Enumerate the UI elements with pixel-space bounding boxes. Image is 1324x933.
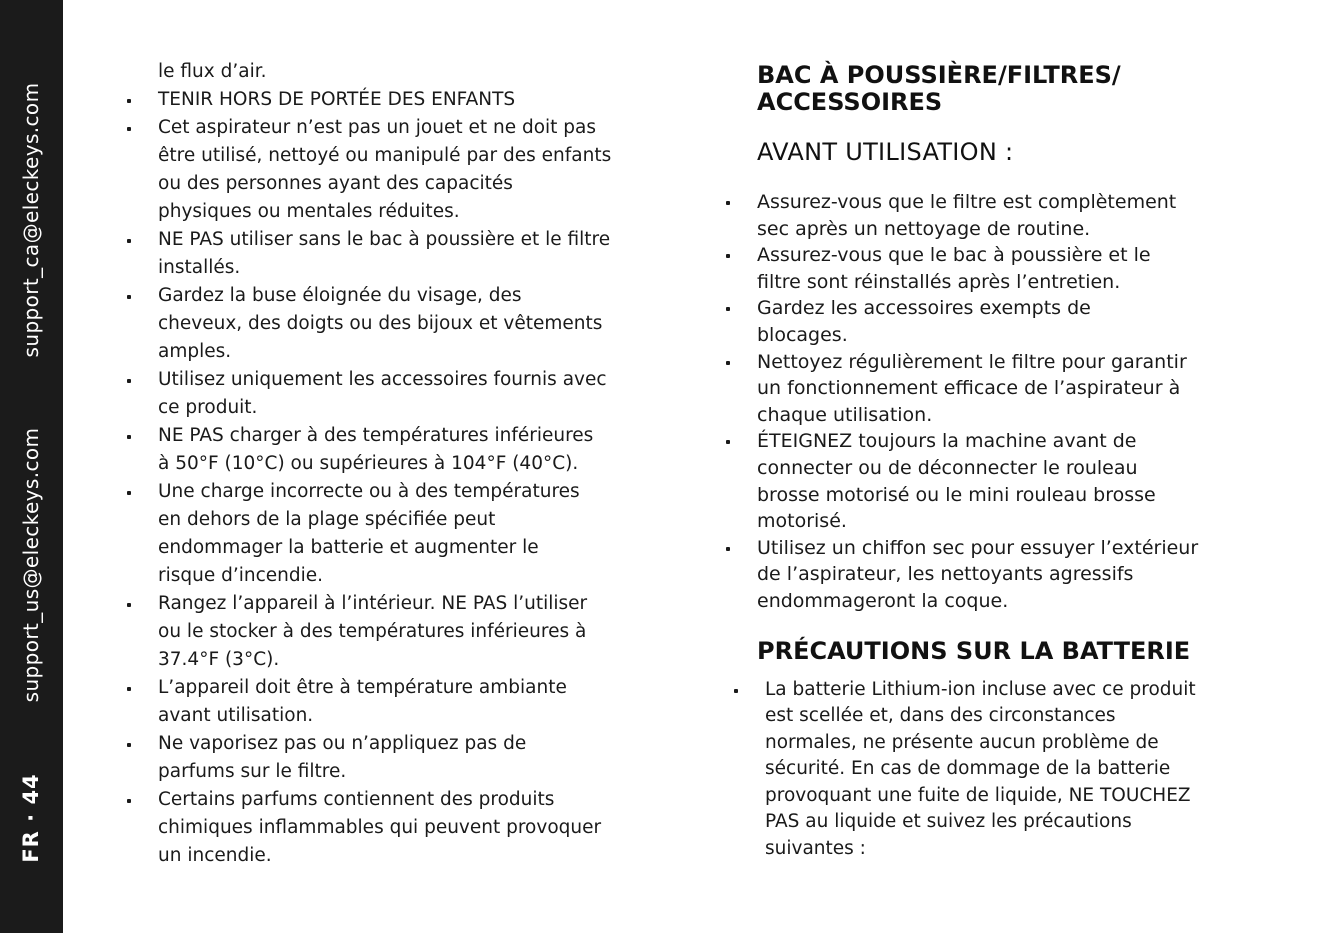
list-item-line: La batterie Lithium-ion incluse avec ce produit	[765, 678, 1196, 700]
list-item-line: Cet aspirateur n’est pas un jouet et ne doit pas	[158, 117, 597, 138]
list-item-line: Rangez l’appareil à l’intérieur. NE PAS l’utiliser	[158, 593, 588, 614]
list-item	[158, 58, 688, 86]
list-item-line: filtre sont réinstallés après l’entretien.	[757, 270, 1121, 293]
list-item-line: chaque utilisation.	[757, 403, 933, 426]
list-item-line: Certains parfums contiennent des produits	[158, 789, 555, 810]
list-item	[757, 428, 1277, 534]
list-item-line: ou des personnes ayant des capacités	[158, 173, 513, 194]
list-item	[158, 786, 688, 870]
list-item-line: 37.4°F (3°C).	[158, 649, 280, 670]
list-item-line: blocages.	[757, 323, 848, 346]
right-column	[757, 62, 1277, 863]
list-item-line: installés.	[158, 257, 241, 278]
list-item-line: motorisé.	[757, 510, 847, 533]
list-item	[757, 295, 1277, 348]
list-item	[765, 677, 1277, 863]
list-item	[158, 226, 688, 282]
list-item	[158, 730, 688, 786]
list-item	[158, 114, 688, 226]
list-item-line: Gardez les accessoires exempts de	[757, 297, 1091, 320]
section-title	[757, 62, 1277, 116]
battery-section-title: PRÉCAUTIONS SUR LA BATTERIE	[757, 636, 1191, 665]
list-item-line: risque d’incendie.	[158, 565, 324, 586]
list-item-line: Gardez la buse éloignée du visage, des	[158, 285, 522, 306]
list-item-line: ÉTEIGNEZ toujours la machine avant de	[757, 430, 1137, 453]
list-item-line: provoquant une fuite de liquide, NE TOUCHEZ	[765, 784, 1191, 806]
list-item-line: physiques ou mentales réduites.	[158, 201, 460, 222]
list-item-line: Utilisez uniquement les accessoires fournis avec	[158, 369, 607, 390]
list-item-line: en dehors de la plage spécifiée peut	[158, 509, 496, 530]
list-item	[158, 590, 688, 674]
list-item-line: NE PAS charger à des températures inférieures	[158, 425, 594, 446]
list-item	[158, 674, 688, 730]
list-item-line: amples.	[158, 341, 232, 362]
list-item	[158, 478, 688, 590]
battery-instruction-list	[757, 677, 1277, 863]
left-instruction-list	[158, 58, 688, 870]
list-item	[158, 86, 688, 114]
list-item-line: cheveux, des doigts ou des bijoux et vêtements	[158, 313, 603, 334]
support-email-us: support_us@eleckeys.com	[19, 427, 43, 703]
section-title-line2: ACCESSOIRES	[757, 88, 943, 116]
list-item-line: Assurez-vous que le bac à poussière et le	[757, 244, 1151, 267]
list-item-line: à 50°F (10°C) ou supérieures à 104°F (40°C).	[158, 453, 579, 474]
list-item-line: Une charge incorrecte ou à des températures	[158, 481, 580, 502]
section-title-line1: BAC À POUSSIÈRE/FILTRES/	[757, 61, 1121, 89]
list-item-line: L’appareil doit être à température ambiante	[158, 677, 567, 698]
list-item-line: Assurez-vous que le filtre est complètement	[757, 191, 1177, 213]
list-item-line: être utilisé, nettoyé ou manipulé par des enfants	[158, 145, 612, 166]
list-item-line: le flux d’air.	[158, 61, 267, 82]
list-item-line: endommageront la coque.	[757, 589, 1009, 612]
list-item-line: est scellée et, dans des circonstances	[765, 705, 1116, 727]
list-item	[757, 242, 1277, 295]
list-item	[158, 282, 688, 366]
support-email-ca: support_ca@eleckeys.com	[19, 82, 43, 358]
list-item-line: ce produit.	[158, 397, 258, 418]
list-item-line: Ne vaporisez pas ou n’appliquez pas de	[158, 733, 527, 754]
page-number: FR · 44	[19, 773, 43, 863]
right-instruction-list	[757, 189, 1277, 615]
list-item-line: endommager la batterie et augmenter le	[158, 537, 539, 558]
list-item-line: de l’aspirateur, les nettoyants agressifs	[757, 563, 1134, 586]
list-item	[158, 366, 688, 422]
list-item-line: avant utilisation.	[158, 705, 314, 726]
list-item-line: TENIR HORS DE PORTÉE DES ENFANTS	[158, 89, 516, 110]
list-item-line: NE PAS utiliser sans le bac à poussière et le filtre	[158, 229, 611, 250]
list-item-line: parfums sur le filtre.	[158, 761, 347, 782]
list-item	[158, 422, 688, 478]
sidebar	[0, 0, 63, 933]
list-item-line: Nettoyez régulièrement le filtre pour garantir	[757, 350, 1187, 373]
left-column	[158, 58, 688, 870]
list-item-line: un fonctionnement efficace de l’aspirateur à	[757, 377, 1181, 400]
list-item	[757, 349, 1277, 429]
list-item	[757, 189, 1277, 242]
list-item-line: Utilisez un chiffon sec pour essuyer l’extérieur	[757, 536, 1199, 559]
list-item-line: connecter ou de déconnecter le rouleau	[757, 456, 1138, 479]
list-item-line: PAS au liquide et suivez les précautions	[765, 811, 1132, 833]
subsection-title: AVANT UTILISATION :	[757, 138, 1014, 166]
list-item-line: ou le stocker à des températures inférieures à	[158, 621, 587, 642]
list-item-line: un incendie.	[158, 845, 272, 866]
list-item	[757, 535, 1277, 615]
list-item-line: sécurité. En cas de dommage de la batterie	[765, 758, 1171, 780]
list-item-line: chimiques inflammables qui peuvent provoquer	[158, 817, 602, 838]
list-item-line: normales, ne présente aucun problème de	[765, 731, 1159, 753]
list-item-line: brosse motorisé ou le mini rouleau brosse	[757, 483, 1156, 506]
list-item-line: suivantes :	[765, 838, 866, 860]
list-item-line: sec après un nettoyage de routine.	[757, 217, 1091, 240]
